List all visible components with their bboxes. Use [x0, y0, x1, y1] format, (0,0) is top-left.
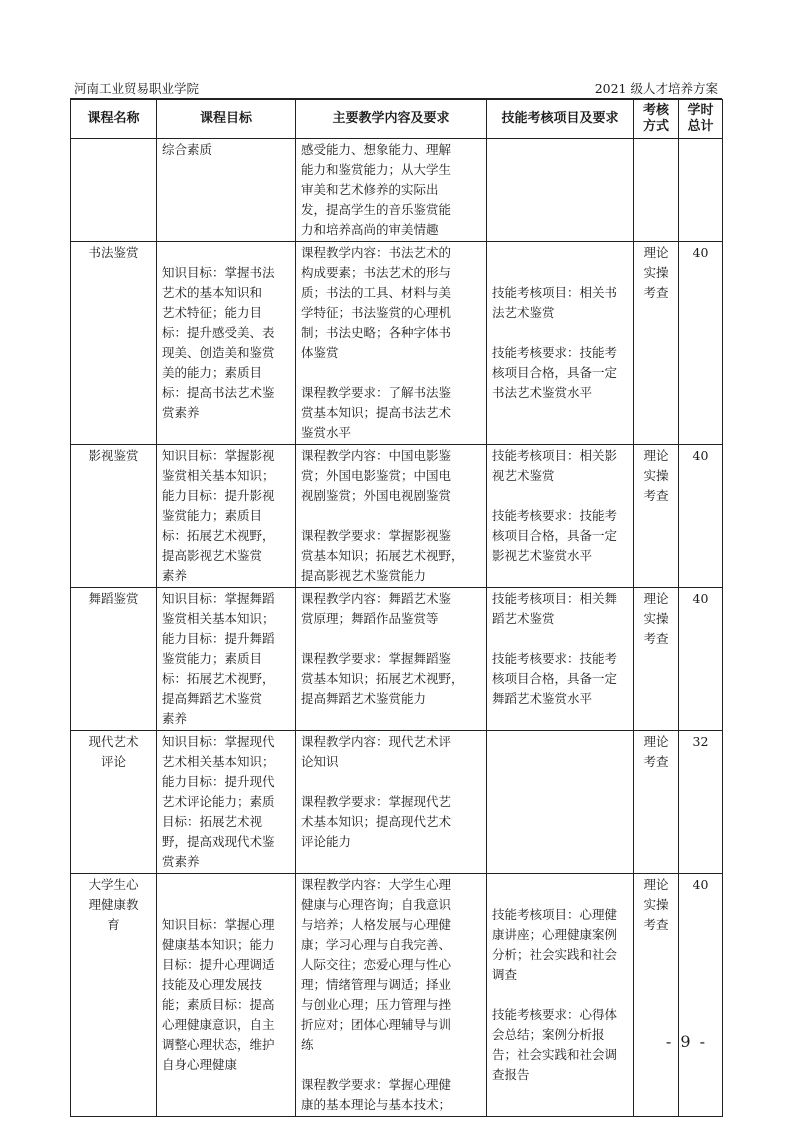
course-content: 课程教学内容：舞蹈艺术鉴 赏原理；舞蹈作品鉴赏等 课程教学要求：掌握舞蹈鉴 赏基本知识；拓展艺术视野， 提高舞蹈艺术鉴赏能力	[296, 588, 487, 731]
course-content: 感受能力、想象能力、理解 能力和鉴赏能力；从大学生 审美和艺术修养的实际出 发，提高学生的音乐鉴赏能 力和培养高尚的审美情趣	[296, 139, 487, 242]
course-name: 现代艺术 评论	[71, 731, 157, 874]
assessment-method: 理论 实操 考查	[634, 874, 679, 1117]
curriculum-table	[70, 99, 723, 1117]
skill-assessment	[487, 139, 634, 242]
page-number: - 9 -	[665, 1032, 707, 1051]
course-content: 课程教学内容：中国电影鉴 赏；外国电影鉴赏；中国电 视剧鉴赏；外国电视剧鉴赏 课程教学要求：掌握影视鉴 赏基本知识；拓展艺术视野， 提高影视艺术鉴赏能力	[296, 445, 487, 588]
table-row	[71, 139, 723, 242]
course-name	[71, 139, 157, 242]
total-hours	[679, 139, 723, 242]
header-document-title: 2021 级人才培养方案	[594, 81, 718, 96]
skill-assessment: 技能考核项目：相关影 视艺术鉴赏 技能考核要求：技能考 核项目合格，具备一定 影视艺术鉴赏水平	[487, 445, 634, 588]
header-assessment-method: 考核 方式	[634, 100, 679, 139]
course-name: 影视鉴赏	[71, 445, 157, 588]
assessment-method: 理论 实操 考查	[634, 242, 679, 445]
table-row	[71, 731, 723, 874]
total-hours: 40	[679, 445, 723, 588]
course-goal: 知识目标：掌握影视 鉴赏相关基本知识； 能力目标：提升影视 鉴赏能力；素质目 标：拓展艺术视野， 提高影视艺术鉴赏 素养	[157, 445, 296, 588]
skill-assessment: 技能考核项目：相关书 法艺术鉴赏 技能考核要求：技能考 核项目合格，具备一定 书法艺术鉴赏水平	[487, 242, 634, 445]
course-goal: 知识目标：掌握舞蹈 鉴赏相关基本知识； 能力目标：提升舞蹈 鉴赏能力；素质目 标：拓展艺术视野， 提高舞蹈艺术鉴赏 素养	[157, 588, 296, 731]
header-course-name: 课程名称	[71, 100, 157, 139]
assessment-method	[634, 139, 679, 242]
header-total-hours: 学时 总计	[679, 100, 723, 139]
course-goal: 知识目标：掌握心理 健康基本知识；能力 目标：提升心理调适 技能及心理发展技 能；素质目标：提高 心理健康意识，自主 调整心理状态，维护 自身心理健康	[157, 874, 296, 1117]
assessment-method: 理论 实操 考查	[634, 445, 679, 588]
course-goal: 知识目标：掌握书法 艺术的基本知识和 艺术特征；能力目 标：提升感受美、表 现美、创造美和鉴赏 美的能力；素质目 标：提高书法艺术鉴 赏素养	[157, 242, 296, 445]
table-header-row	[71, 100, 723, 139]
page-header	[70, 78, 722, 99]
assessment-method: 理论 考查	[634, 731, 679, 874]
total-hours: 40	[679, 242, 723, 445]
header-skill-assessment: 技能考核项目及要求	[487, 100, 634, 139]
skill-assessment: 技能考核项目：心理健 康讲座；心理健康案例 分析；社会实践和社会 调查 技能考核要求：心得体 会总结；案例分析报 告；社会实践和社会调 查报告	[487, 874, 634, 1117]
assessment-method: 理论 实操 考查	[634, 588, 679, 731]
table-row	[71, 588, 723, 731]
header-course-goal: 课程目标	[157, 100, 296, 139]
header-institution: 河南工业贸易职业学院	[74, 81, 200, 96]
total-hours: 32	[679, 731, 723, 874]
total-hours: 40	[679, 874, 723, 1117]
course-name: 舞蹈鉴赏	[71, 588, 157, 731]
page-number-footer	[0, 1032, 793, 1051]
course-content: 课程教学内容：现代艺术评 论知识 课程教学要求：掌握现代艺 术基本知识；提高现代艺术 评论能力	[296, 731, 487, 874]
skill-assessment	[487, 731, 634, 874]
course-name: 书法鉴赏	[71, 242, 157, 445]
course-content: 课程教学内容：书法艺术的 构成要素；书法艺术的形与 质；书法的工具、材料与美 学特征；书法鉴赏的心理机 制；书法史略；各种字体书 体鉴赏 课程教学要求：了解书法鉴 赏基本知识；提高书法艺术 鉴赏水平	[296, 242, 487, 445]
course-goal: 综合素质	[157, 139, 296, 242]
table-row	[71, 874, 723, 1117]
total-hours: 40	[679, 588, 723, 731]
table-row	[71, 445, 723, 588]
table-row	[71, 242, 723, 445]
course-goal: 知识目标：掌握现代 艺术相关基本知识； 能力目标：提升现代 艺术评论能力；素质 目标：拓展艺术视 野，提高戏现代术鉴 赏素养	[157, 731, 296, 874]
header-teaching-content: 主要教学内容及要求	[296, 100, 487, 139]
course-content: 课程教学内容：大学生心理 健康与心理咨询；自我意识 与培养；人格发展与心理健 康；学习心理与自我完善、 人际交往；恋爱心理与性心 理；情绪管理与调适；择业 与创业心理；压力管理与挫 折应对；团体心理辅导与训 练 课程教学要求：掌握心理健 康的基本理论与基本技术；	[296, 874, 487, 1117]
skill-assessment: 技能考核项目：相关舞 蹈艺术鉴赏 技能考核要求：技能考 核项目合格，具备一定 舞蹈艺术鉴赏水平	[487, 588, 634, 731]
course-name: 大学生心 理健康教 育	[71, 874, 157, 1117]
